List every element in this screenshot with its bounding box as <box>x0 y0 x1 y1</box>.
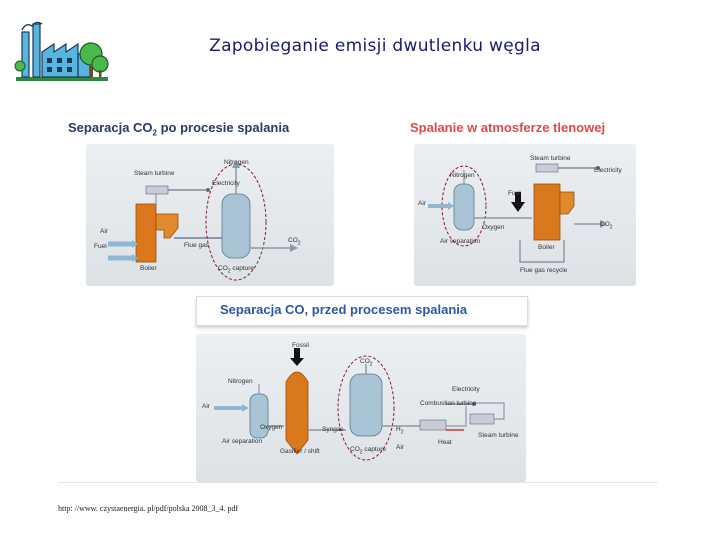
source-link[interactable]: http: //www. czystaenergia. pl/pdf/polska 2008_3_4. pdf <box>58 504 239 513</box>
air-separation-vessel <box>250 394 268 438</box>
label-air: Air <box>100 228 108 235</box>
factory-logo-icon <box>14 14 110 84</box>
label-boiler: Boiler <box>538 244 555 251</box>
gasifier <box>286 372 308 454</box>
air-separation-vessel <box>454 184 474 230</box>
label-electricity: Electricity <box>594 167 622 174</box>
label-oxygen: Oxygen <box>482 224 505 231</box>
label-air: Air <box>418 200 426 207</box>
label-flue-gas-recycle: Flue gas recycle <box>520 267 568 274</box>
divider <box>58 482 658 483</box>
panel-heading: Separacja CO, przed procesem spalania <box>220 302 468 317</box>
capture-vessel <box>350 374 382 436</box>
label-co2-capture: $CO_2$ capture <box>350 446 387 456</box>
capture-vessel <box>222 194 250 258</box>
boiler <box>534 184 560 240</box>
label-fossil: Fossil <box>292 342 309 349</box>
combustion-turbine <box>420 420 446 430</box>
label-electricity: Electricity <box>212 180 240 187</box>
label-combustion-turbine: Combustion turbine <box>420 400 477 407</box>
label-air-2: Air <box>396 444 404 451</box>
panel-post-combustion <box>62 110 338 288</box>
label-co2: $CO_2$ <box>600 221 613 231</box>
post-combustion-diagram <box>86 144 334 286</box>
label-steam-turbine: Steam turbine <box>530 155 571 162</box>
label-co2: $CO_2$ <box>360 358 373 368</box>
slide-title: Zapobieganie emisji dwutlenku węgla <box>209 36 541 56</box>
panel-oxy-combustion <box>406 110 642 288</box>
oxy-combustion-diagram <box>414 144 636 286</box>
label-nitrogen: Nitrogen <box>450 172 475 179</box>
label-h2: $H_2$ <box>396 426 404 436</box>
label-air-separation: Air separation <box>222 438 263 445</box>
label-flue-gas: Flue gas <box>184 242 209 249</box>
label-electricity: Electricity <box>452 386 480 393</box>
pre-combustion-diagram <box>196 334 526 482</box>
label-nitrogen: Nitrogen <box>224 159 249 166</box>
label-fuel: Fuel <box>94 243 107 250</box>
label-air: Air <box>202 403 210 410</box>
boiler <box>136 204 156 262</box>
label-oxygen: Oxygen <box>260 424 283 431</box>
label-nitrogen: Nitrogen <box>228 378 253 385</box>
label-steam-turbine: Steam turbine <box>478 432 519 439</box>
label-co2: $CO_2$ <box>288 237 301 247</box>
panel-heading: Spalanie w atmosferze tlenowej <box>410 120 606 135</box>
label-air-separation: Air separation <box>440 238 481 245</box>
steam-turbine <box>536 164 558 172</box>
label-gasifier: Gasifier / shift <box>280 448 320 455</box>
steam-turbine <box>146 186 168 194</box>
label-steam-turbine: Steam turbine <box>134 170 175 177</box>
steam-turbine <box>470 414 494 424</box>
panel-heading: Separacja $CO_2$ po procesie spalania <box>68 120 290 138</box>
label-syngas: Syngas <box>322 426 344 433</box>
panel-pre-combustion <box>194 294 530 484</box>
label-heat: Heat <box>438 439 452 446</box>
label-co2-capture: $CO_2$ capture <box>218 265 255 275</box>
label-boiler: Boiler <box>140 265 157 272</box>
label-fuel: Fuel <box>508 190 521 197</box>
